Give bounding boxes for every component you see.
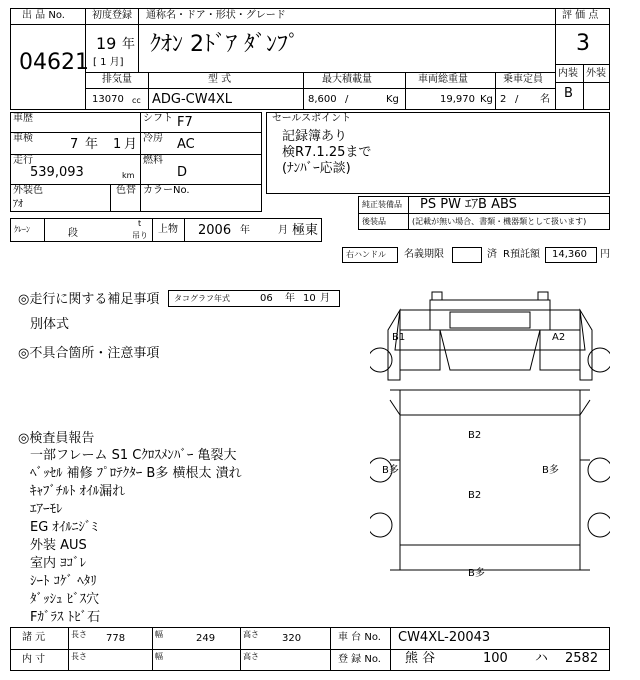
gross-weight-label: 車両総重量: [418, 74, 468, 85]
length-label: 長さ: [71, 630, 87, 639]
mileage-label: 走行: [13, 155, 33, 166]
sales-point-line-2: 検R7.1.25まで: [282, 145, 372, 160]
inner-dims-label: 内 寸: [22, 654, 46, 665]
kg-unit-1: Kg: [386, 94, 399, 105]
length-value: 778: [106, 633, 126, 644]
body-month-unit: 月: [278, 225, 288, 236]
registration-label: 登 録 No.: [338, 654, 381, 665]
aftermarket-note: (記載が無い場合、書類・機器類として扱います): [412, 217, 587, 226]
inner-width-label: 幅: [155, 652, 163, 661]
tachograph-label: タコグラフ年式: [174, 294, 230, 303]
left-info-frame: [10, 112, 262, 212]
inspector-line: ﾀﾞｯｼｭ ﾋﾞｽ穴: [30, 592, 100, 607]
sales-point-line-1: 記録簿あり: [282, 129, 348, 144]
inspector-line: EG ｵｲﾙﾆｼﾞﾐ: [30, 520, 98, 535]
damage-mark-right-side: B多: [542, 465, 559, 476]
mileage-value: 539,093: [30, 165, 84, 180]
fuel-value: D: [177, 165, 188, 180]
recycle-deposit-status: 済: [487, 249, 497, 260]
body-label: 上物: [158, 224, 178, 235]
color-change-label: 色替: [116, 185, 136, 196]
grade-label: 評 価 点: [562, 10, 599, 21]
inspection-year-unit: 年: [85, 137, 99, 152]
ext-color-value: ｱｵ: [13, 199, 23, 210]
color-no-label: カラーNo.: [143, 185, 190, 196]
history-label: 車歴: [13, 113, 33, 124]
tachograph-year-unit: 年: [285, 293, 295, 304]
registration-class: 100: [483, 651, 508, 666]
shift-label: シフト: [143, 113, 173, 124]
damage-mark-front-left: B1: [392, 332, 406, 343]
height-value: 320: [282, 633, 302, 644]
inspector-line: ｼｰﾄ ｺｹﾞ ﾍﾀﾘ: [30, 574, 97, 589]
damage-mark-deck-front: B2: [468, 430, 482, 441]
inspection-month-unit: 月: [124, 137, 138, 152]
chassis-label: 車 台 No.: [338, 632, 381, 643]
interior-grade: B: [564, 86, 573, 101]
registration-number: 2582: [565, 651, 599, 666]
aftermarket-label: 後装品: [362, 217, 386, 226]
inspector-line: 室内 ﾖｺﾞﾚ: [30, 556, 87, 571]
reg-year-unit: 年: [122, 37, 136, 52]
oem-equipment-label: 純正装備品: [362, 200, 402, 209]
gross-weight-value: 19,970: [440, 94, 475, 105]
displacement-label: 排気量: [102, 74, 132, 85]
body-maker: 極東: [292, 223, 319, 238]
dims-label: 諸 元: [22, 632, 46, 643]
model-name: ｸｵﾝ 2ﾄﾞｱ ﾀﾞﾝﾌﾟ: [150, 32, 299, 57]
first-reg-label: 初度登録: [92, 10, 132, 21]
oem-equipment-value: PS PW ｴｱB ABS: [420, 197, 517, 212]
reg-year: 19: [96, 34, 117, 53]
inspector-heading: ◎検査員報告: [18, 431, 95, 446]
inspector-line: ｷｬﾌﾞﾁﾙﾄ ｵｲﾙ漏れ: [30, 484, 126, 499]
damage-mark-front-right: A2: [552, 332, 566, 343]
ton-label: t: [138, 219, 142, 228]
crane-label: ｸﾚｰﾝ: [14, 225, 30, 234]
width-label: 幅: [155, 630, 163, 639]
name-label: 通称名・ドア・形状・グレード: [146, 10, 286, 21]
height-label: 高さ: [243, 630, 259, 639]
displacement-value: 13070: [92, 94, 124, 105]
tachograph-month: 10: [303, 293, 316, 304]
driving-notes-heading: ◎走行に関する補足事項: [18, 292, 160, 307]
seats-unit: 名: [540, 94, 550, 105]
fuel-label: 燃料: [143, 155, 163, 166]
inspector-line: 外装 AUS: [30, 538, 87, 553]
cc-unit: cc: [132, 96, 141, 105]
inspection-year: 7: [70, 137, 79, 152]
slash-2: /: [515, 94, 519, 105]
body-year-unit: 年: [240, 225, 250, 236]
seats-label: 乗車定員: [503, 74, 543, 85]
shift-value: F7: [177, 115, 193, 130]
right-hand-label: 右ハンドル: [346, 250, 386, 259]
recycle-amount: 14,360: [552, 249, 587, 260]
inner-length-label: 長さ: [71, 652, 87, 661]
ext-color-label: 外装色: [13, 185, 43, 196]
inspector-line: ｴｱｰﾓﾚ: [30, 502, 63, 517]
inspector-line: ﾍﾞｯｾﾙ 補修 ﾌﾟﾛﾃｸﾀｰ B多 横根太 潰れ: [30, 466, 242, 481]
km-unit: km: [122, 171, 135, 180]
driving-note: 別体式: [30, 317, 70, 332]
inspection-label: 車検: [13, 133, 33, 144]
kg-unit-2: Kg: [480, 94, 493, 105]
exterior-label: 外装: [586, 68, 606, 79]
aircon-value: AC: [177, 137, 195, 152]
defects-heading: ◎不具合箇所・注意事項: [18, 346, 160, 361]
sales-point-line-3: (ﾅﾝﾊﾞｰ応談): [282, 161, 351, 176]
tachograph-month-unit: 月: [320, 293, 330, 304]
seats-value: 2: [500, 94, 507, 105]
inspector-line: Fｶﾞﾗｽ ﾄﾋﾞ石: [30, 610, 101, 625]
slash-1: /: [345, 94, 349, 105]
max-load-value: 8,600: [308, 94, 337, 105]
registration-place: 熊 谷: [405, 651, 436, 666]
title-change-box: [452, 247, 482, 263]
registration-kana: ハ: [535, 651, 549, 666]
max-load-label: 最大積載量: [322, 74, 372, 85]
inspection-month: 1: [113, 137, 122, 152]
model-code: ADG-CW4XL: [152, 92, 233, 107]
sales-point-label: セールスポイント: [272, 113, 352, 124]
recycle-label: R預託額: [503, 249, 540, 260]
lift-label: 吊り: [132, 231, 148, 240]
yen-unit: 円: [600, 249, 610, 260]
inspector-line: 一部フレーム S1 Cｸﾛｽﾒﾝﾊﾞｰ 亀裂大: [30, 448, 237, 463]
width-value: 249: [196, 633, 216, 644]
truck-diagram: [370, 290, 610, 590]
lot-number: 04621: [19, 50, 89, 75]
body-year: 2006: [198, 223, 232, 238]
chassis-number: CW4XL-20043: [398, 630, 491, 645]
lot-label: 出 品 No.: [22, 10, 65, 21]
title-change-label: 名義期限: [404, 249, 444, 260]
damage-mark-deck-rear: B2: [468, 490, 482, 501]
damage-mark-left-side: B多: [382, 465, 399, 476]
stage-label: 段: [68, 228, 78, 239]
reg-month: [ 1 月]: [93, 57, 124, 68]
model-type-label: 型 式: [208, 74, 232, 85]
grade-score: 3: [576, 31, 590, 56]
damage-mark-rear: B多: [468, 568, 485, 579]
inner-height-label: 高さ: [243, 652, 259, 661]
aircon-label: 冷房: [143, 133, 163, 144]
interior-label: 内装: [558, 68, 578, 79]
tachograph-year: 06: [260, 293, 273, 304]
